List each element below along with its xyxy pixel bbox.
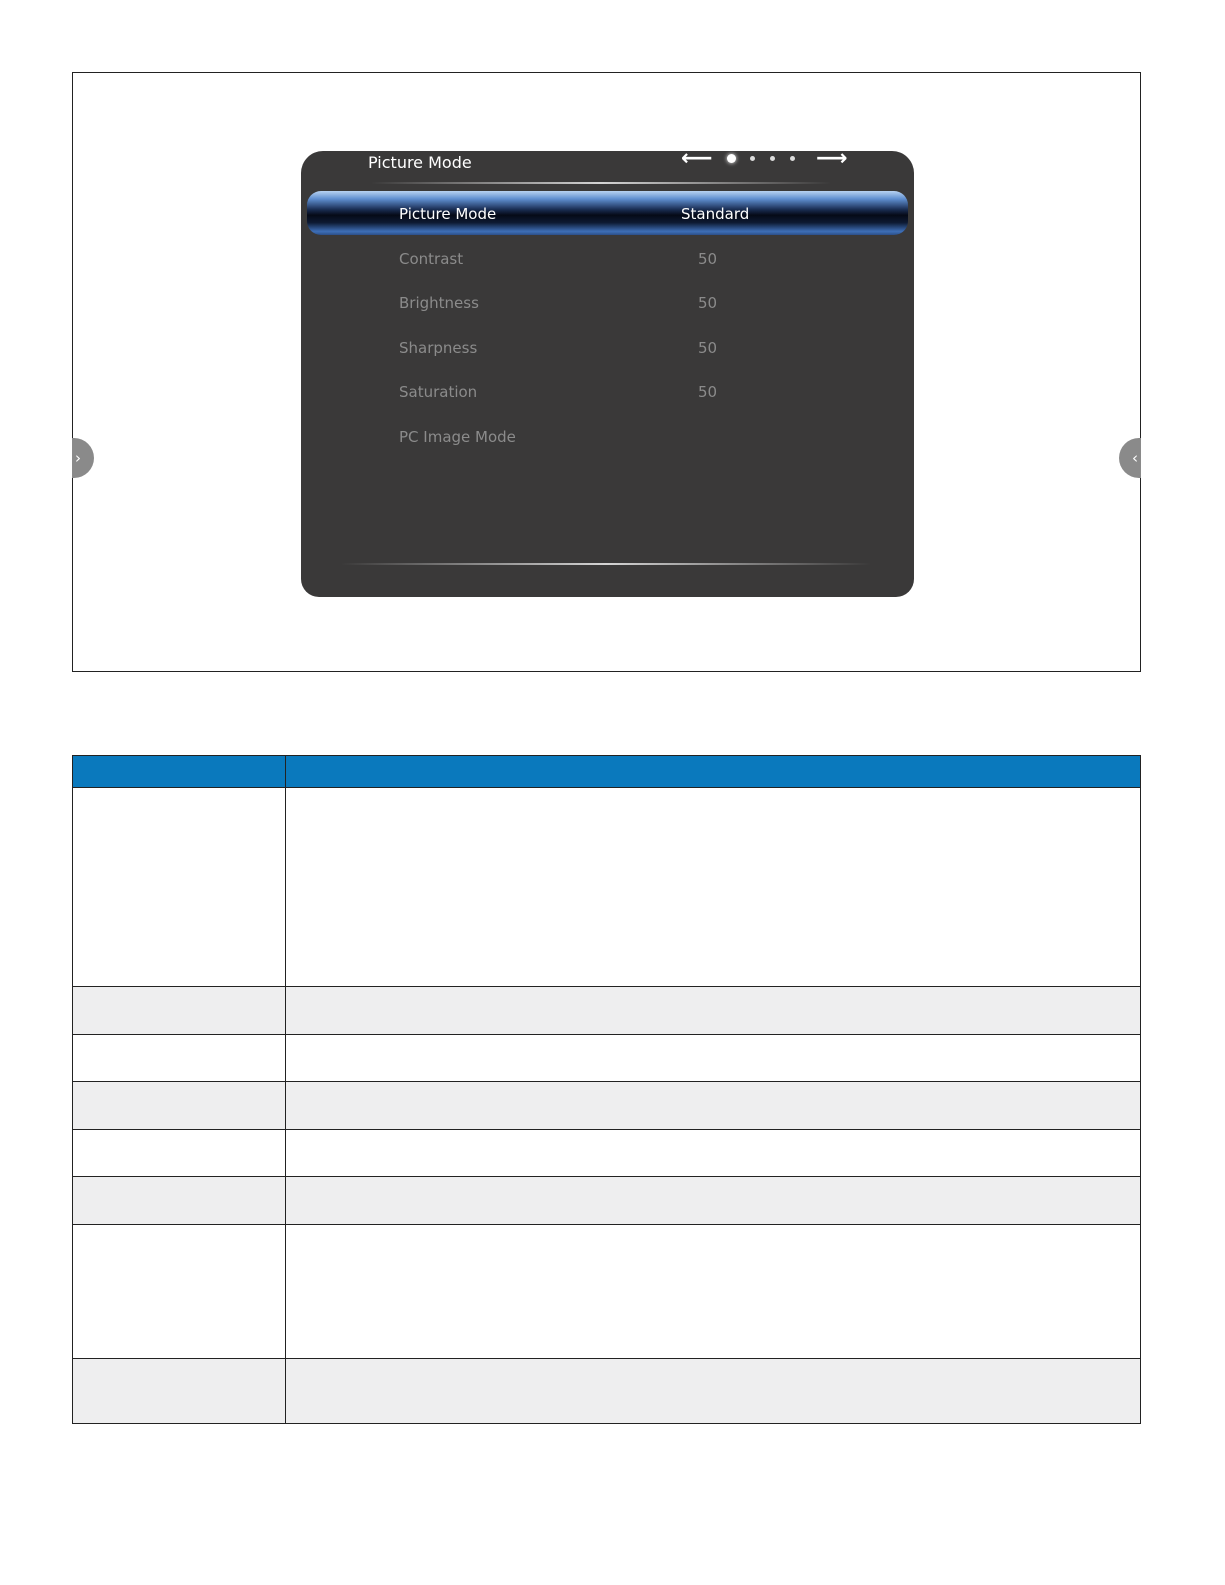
menu-item-value: 50 [698, 383, 718, 401]
table-cell [286, 1225, 1141, 1359]
chevron-right-icon: › [75, 449, 81, 467]
table-cell [73, 1359, 286, 1424]
table-cell [286, 1082, 1141, 1130]
table-row [73, 1082, 1141, 1130]
table-header-cell [286, 756, 1141, 788]
table-cell [286, 1035, 1141, 1082]
bottom-divider [341, 563, 871, 565]
table-cell [73, 1225, 286, 1359]
table-cell [73, 788, 286, 987]
table-cell [286, 1130, 1141, 1177]
table-cell [286, 788, 1141, 987]
menu-selection-highlight [307, 191, 908, 235]
side-panel-open-left-tab[interactable] [72, 438, 94, 478]
table-cell [73, 1082, 286, 1130]
table-cell [286, 1177, 1141, 1225]
menu-title: Picture Mode [368, 153, 472, 172]
chevron-left-icon: ‹ [1132, 449, 1138, 467]
table-header-row [73, 756, 1141, 788]
menu-item-value: 50 [698, 294, 718, 312]
table-row [73, 788, 1141, 987]
screenshot-frame [72, 72, 1141, 672]
page-dot-4[interactable] [790, 156, 795, 161]
table-cell [286, 1359, 1141, 1424]
table-header-cell [73, 756, 286, 788]
side-panel-open-right-tab[interactable] [1119, 438, 1141, 478]
settings-description-table [72, 755, 1141, 1424]
menu-item-label: Sharpness [399, 339, 478, 357]
table-row [73, 1035, 1141, 1082]
table-row [73, 1225, 1141, 1359]
table-cell [286, 987, 1141, 1035]
menu-item-label: Contrast [399, 250, 464, 268]
table-row [73, 1177, 1141, 1225]
menu-item-value: 50 [698, 250, 718, 268]
table-cell [73, 1177, 286, 1225]
table-cell [73, 987, 286, 1035]
table-row [73, 1359, 1141, 1424]
menu-item-value: Standard [681, 205, 750, 223]
table-row [73, 987, 1141, 1035]
page-dot-1[interactable] [727, 154, 736, 163]
menu-item-label: Brightness [399, 294, 479, 312]
menu-item-value: 50 [698, 339, 718, 357]
arrow-left-icon[interactable]: ⟵ [681, 151, 713, 171]
page-dot-3[interactable] [770, 156, 775, 161]
menu-pager [681, 151, 851, 171]
table-cell [73, 1035, 286, 1082]
menu-item-label: Saturation [399, 383, 478, 401]
table-cell [73, 1130, 286, 1177]
top-divider [371, 182, 831, 184]
page-dot-2[interactable] [750, 156, 755, 161]
table-row [73, 1130, 1141, 1177]
arrow-right-icon[interactable]: ⟶ [816, 151, 848, 171]
menu-item-label: Picture Mode [399, 205, 497, 223]
menu-item-label: PC Image Mode [399, 428, 516, 446]
picture-mode-menu [301, 151, 914, 597]
